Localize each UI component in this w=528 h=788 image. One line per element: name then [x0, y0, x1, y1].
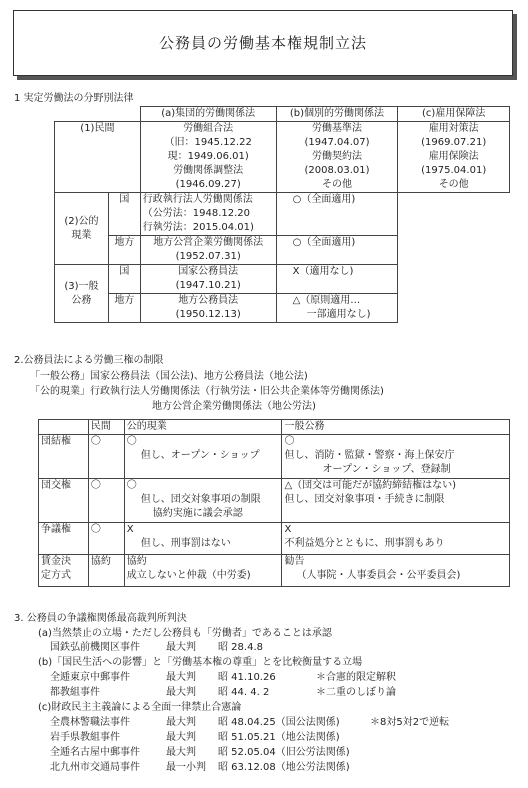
case-date: 昭 63.12.08（地公労法関係) [218, 762, 350, 773]
cell-line: (1946.09.27) [175, 179, 241, 190]
cell-line: (1947.10.21) [175, 280, 241, 291]
case-date: 昭 48.04.25（国公法関係) [218, 717, 340, 728]
ippan-kuni-a-cell [140, 265, 276, 294]
cell-minkan: 〇 [88, 435, 124, 479]
cell-line: 成立しないと仲裁（中労委) [126, 570, 251, 581]
cell-kouteki [124, 523, 282, 555]
row-label: 争議権 [39, 523, 89, 555]
case-name: 岩手県教組事件 [50, 732, 120, 743]
row-label: 団交権 [39, 479, 89, 523]
cell-kouteki [124, 435, 282, 479]
case-date: 昭 52.05.04（旧公労法関係) [218, 747, 350, 758]
section2-line3: 地方公営企業労働関係法（地公労法) [152, 401, 316, 412]
cell-line: 現業 [71, 229, 92, 241]
cell-ippan [282, 555, 510, 587]
row-label-ippan [55, 265, 109, 323]
cell-line: 定方式 [41, 570, 71, 581]
case-court: 最大判 [166, 717, 196, 728]
case-court: 最大判 [166, 642, 196, 653]
cell-line: 現：1949.06.01) [167, 151, 249, 162]
cell-line: X [284, 524, 292, 535]
section2-table [38, 419, 510, 587]
cell-line: △（団交は可能だが協約締結権はない) [284, 480, 457, 491]
cell-line: 公務 [71, 294, 92, 306]
cell-line: 〇 [126, 480, 137, 491]
case-name: 国鉄弘前機関区事件 [50, 642, 140, 653]
row-label-minkan: (1)民間 [55, 122, 141, 193]
cell-line: 労働組合法 [183, 123, 234, 134]
cell-line: 但し、団交対象事項の制限 [140, 494, 261, 505]
case-court: 最大判 [166, 687, 196, 698]
cell-line: オープン・ショップ、登録制 [322, 464, 451, 475]
case-name: 全逓名古屋中郵事件 [50, 747, 140, 758]
cell-line: その他 [438, 179, 469, 190]
section3-a-heading: (a)当然禁止の立場・ただし公務員も「労働者」であることは承認 [38, 628, 332, 639]
section2-line1: 「一般公務」国家公務員法（国公法)、地方公務員法（地公法) [30, 371, 308, 382]
cell-line: 地方公営企業労働関係法 [153, 237, 264, 248]
case-note: ＊二重のしぼり論 [316, 687, 396, 698]
cell-line: 雇用保険法 [428, 151, 479, 162]
cell-line: 地方公務員法 [178, 295, 239, 306]
ippan-kuni-b-cell: X（適用なし) [276, 265, 398, 294]
cell-line: 不利益処分とともに、刑事罰もあり [284, 538, 445, 549]
cell-line: 雇用対策法 [428, 123, 479, 134]
case-date: 昭 28.4.8 [218, 642, 263, 653]
cell-line: 国家公務員法 [178, 266, 239, 277]
section2-line2: 「公的現業」行政執行法人労働関係法（行執労法・旧公共企業体等労働関係法) [30, 386, 384, 397]
cell-line: 〇 [126, 436, 137, 447]
section1-table [54, 106, 510, 323]
section3-b-heading: (b)「国民生活への影響」と「労働基本権の尊重」とを比較衡量する立場 [38, 657, 363, 668]
cell-line: 但し、刑事罰はない [140, 538, 231, 549]
cell-kouteki [124, 555, 282, 587]
header-ippan: 一般公務 [282, 420, 510, 435]
kouteki-kuni-b-cell: ○（全面適用) [276, 193, 398, 236]
case-note: ＊合憲的限定解釈 [316, 672, 396, 683]
case-date: 昭 44. 4. 2 [218, 687, 270, 698]
kouteki-chiho-label: 地方 [108, 236, 140, 265]
kouteki-kuni-label: 国 [108, 193, 140, 236]
cell-ippan [282, 523, 510, 555]
minkan-a-cell [140, 122, 276, 193]
kouteki-chiho-b-cell: ○（全面適用) [276, 236, 398, 265]
case-date: 昭 51.05.21（地公法関係) [218, 732, 340, 743]
cell-minkan: 〇 [88, 479, 124, 523]
cell-line: 協約実施に議会承認 [152, 508, 243, 519]
header-kouteki: 公的現業 [124, 420, 282, 435]
cell-line: (1950.12.13) [175, 309, 241, 320]
title-box [13, 10, 513, 76]
cell-line: X [126, 524, 134, 535]
ippan-chiho-a-cell [140, 294, 276, 323]
cell-line: (2)公的 [64, 215, 99, 227]
cell-line: (3)一般 [64, 280, 99, 292]
cell-line: (1952.07.31) [175, 251, 241, 262]
row-label: 団結権 [39, 435, 89, 479]
cell-line: 労働基準法 [311, 123, 362, 134]
case-name: 全逓東京中郵事件 [50, 672, 130, 683]
section3-heading: 3. 公務員の争議権関係最高裁判所判決 [14, 613, 187, 624]
cell-line: 協約 [126, 556, 147, 567]
cell-line: 賃金決 [41, 556, 71, 567]
ippan-kuni-label: 国 [108, 265, 140, 294]
cell-minkan: 協約 [88, 555, 124, 587]
cell-line: （人事院・人事委員会・公平委員会) [296, 570, 461, 581]
case-name: 都教組事件 [50, 687, 100, 698]
case-court: 最一小判 [166, 762, 206, 773]
cell-line: 行政執行法人労働関係法 [142, 194, 253, 205]
case-date: 昭 41.10.26 [218, 672, 276, 683]
cell-ippan [282, 479, 510, 523]
minkan-c-cell [398, 122, 510, 193]
cell-line: 但し、オープン・ショップ [140, 450, 260, 461]
cell-ippan [282, 435, 510, 479]
minkan-b-cell [276, 122, 398, 193]
page-title: 公務員の労働基本権規制立法 [158, 34, 367, 52]
case-note: ＊8対5対2で逆転 [370, 717, 450, 728]
col-header-b: (b)個別的労働関係法 [276, 107, 398, 122]
kouteki-kuni-a-cell [140, 193, 276, 236]
row-label [39, 555, 89, 587]
cell-minkan: 〇 [88, 523, 124, 555]
col-header-a: (a)集団的労働関係法 [140, 107, 276, 122]
cell-line: その他 [321, 179, 352, 190]
section3-c-heading: (c)財政民主主義論による全面一律禁止合憲論 [38, 702, 242, 713]
case-court: 最大判 [166, 672, 196, 683]
cell-line: (1975.04.01) [421, 165, 487, 176]
cell-line: 労働関係調整法 [173, 165, 244, 176]
cell-line: △（原則適用… [292, 295, 361, 306]
cell-kouteki [124, 479, 282, 523]
ippan-chiho-b-cell [276, 294, 398, 323]
case-name: 北九州市交通局事件 [50, 762, 140, 773]
row-label-kouteki [55, 193, 109, 265]
cell-line: 一部適用なし) [306, 309, 371, 320]
cell-line: 労働契約法 [311, 151, 362, 162]
cell-line: （公労法：1948.12.20 [142, 208, 251, 219]
case-name: 全農林警職法事件 [50, 717, 130, 728]
header-minkan: 民間 [88, 420, 124, 435]
cell-line: 〇 [284, 436, 295, 447]
ippan-chiho-label: 地方 [108, 294, 140, 323]
cell-line: （旧：1945.12.22 [164, 137, 252, 148]
cell-line: 但し、団交対象事項・手続きに制限 [284, 494, 445, 505]
section2-heading: 2.公務員法による労働三権の制限 [14, 355, 164, 366]
kouteki-chiho-a-cell [140, 236, 276, 265]
cell-line: (1969.07.21) [421, 137, 487, 148]
case-court: 最大判 [166, 732, 196, 743]
cell-line: 但し、消防・監獄・警察・海上保安庁 [284, 450, 455, 461]
cell-line: (1947.04.07) [304, 137, 370, 148]
cell-line: 行執労法：2015.04.01) [142, 222, 254, 233]
case-court: 最大判 [166, 747, 196, 758]
cell-line: (2008.03.01) [304, 165, 370, 176]
cell-line: 勧告 [284, 556, 305, 567]
section1-heading: 1 実定労働法の分野別法律 [14, 93, 134, 104]
col-header-c: (c)雇用保障法 [398, 107, 510, 122]
